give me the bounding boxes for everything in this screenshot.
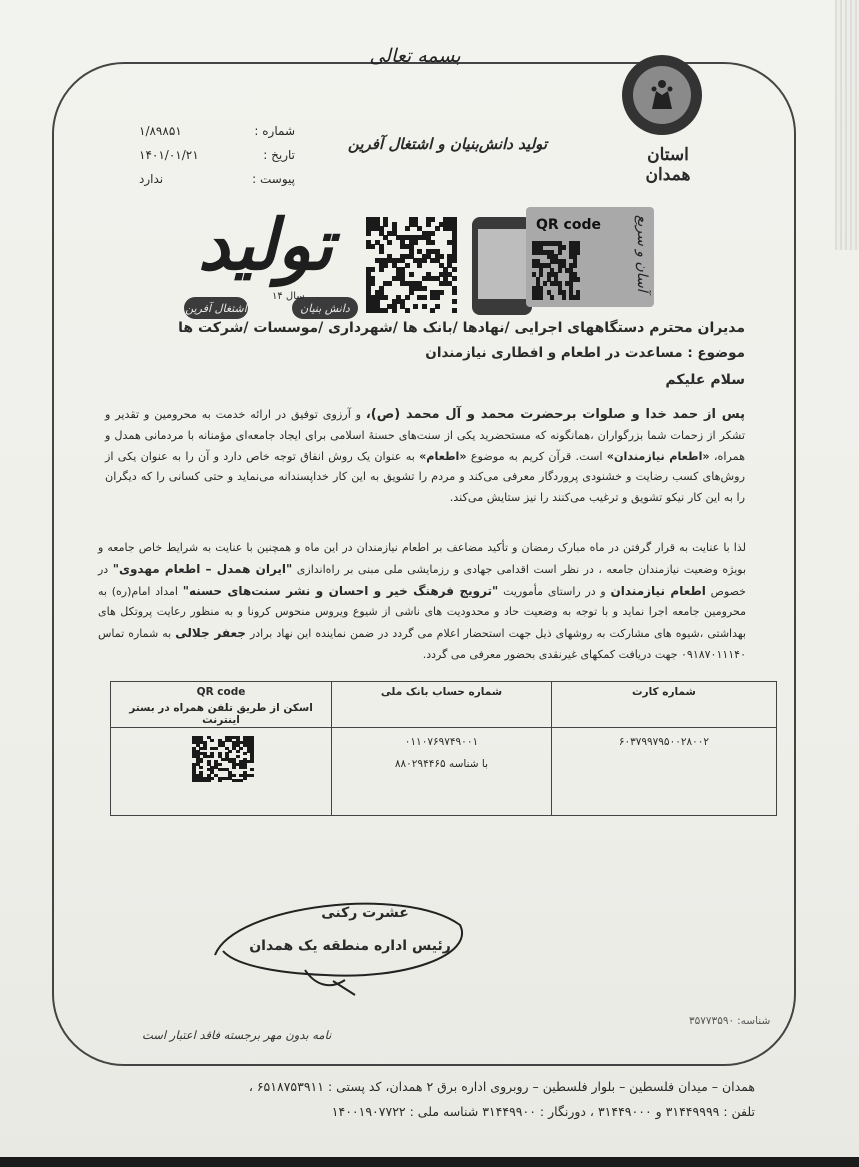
campaign-name: "ایران همدل – اطعام مهدوی" xyxy=(112,561,293,576)
paragraph-2-text: لذا با عنایت به قرار گرفتن در ماه مبارک رمضان و تأکید مضاعف بر اطعام نیازمندان در این ماه و همچنین با عنایت به شرایط خاص جامعه و بویژه وضعیت نیازمندان جامعه ، در نظر است اقدامی جهادی و رزمایشی ملی مبنی بر راه‌اندازی xyxy=(98,541,747,576)
qr-module xyxy=(539,295,543,300)
qr-module xyxy=(417,263,422,268)
greeting: سلام علیکم xyxy=(665,372,745,388)
paragraph-1-lead: پس از حمد خدا و صلوات برحضرت محمد و آل محمد (ص)، xyxy=(365,407,745,422)
qr-module xyxy=(210,739,214,742)
phone-line: تلفن : ۳۱۴۴۹۹۹۹ و ۳۱۴۴۹۰۰۰ ، دورنگار : ۳۱۴۴۹۹۰۰ شناسه ملی : ۱۴۰۰۱۹۰۷۷۲۲ xyxy=(331,1104,755,1119)
paragraph-2-bold-b: اطعام نیازمندان xyxy=(610,583,706,598)
province-name: استان همدان xyxy=(645,145,691,185)
qr-cell xyxy=(111,728,332,816)
qr-header-title: QR code xyxy=(196,686,246,698)
qr-module xyxy=(387,240,392,245)
paragraph-1 xyxy=(105,405,745,509)
banner-qr-title: QR code xyxy=(536,217,601,233)
paragraph-2 xyxy=(98,538,746,666)
qr-module xyxy=(383,308,388,313)
qr-module xyxy=(422,295,427,300)
qr-module xyxy=(435,304,440,309)
qr-module xyxy=(405,295,410,300)
meta-value: ۱۴۰۱/۰۱/۲۱ xyxy=(139,148,199,162)
subject-line: موضوع : مساعدت در اطعام و افطاری نیازمندان xyxy=(425,345,745,361)
organization-emblem-icon xyxy=(622,55,702,135)
meta-label: تاریخ : xyxy=(263,148,295,162)
qr-module xyxy=(576,277,580,282)
qr-module xyxy=(239,747,243,750)
letter-meta xyxy=(135,119,295,191)
meta-date xyxy=(135,143,295,167)
table-header-row xyxy=(111,682,777,728)
qr-module xyxy=(203,747,207,750)
card-column-header: شماره کارت xyxy=(551,682,776,728)
qr-module xyxy=(236,755,240,758)
bismillah-heading: بسمه تعالی xyxy=(369,45,461,67)
qr-module xyxy=(435,295,440,300)
phone-icon xyxy=(472,217,532,315)
account-number: ۰۱۱۰۷۶۹۷۴۹۰۰۱ xyxy=(404,736,479,748)
meta-attachment xyxy=(135,167,295,191)
qr-module xyxy=(409,290,414,295)
qr-column-header xyxy=(111,682,332,728)
qr-module xyxy=(422,286,427,291)
table-row xyxy=(111,728,777,816)
footer-address xyxy=(175,1074,755,1124)
qr-module xyxy=(558,268,562,273)
banner-small-qr-icon xyxy=(532,241,580,299)
qr-module xyxy=(370,267,375,272)
meta-number xyxy=(135,119,295,143)
qr-module xyxy=(405,226,410,231)
donation-table xyxy=(110,681,777,816)
registration-number xyxy=(686,1015,770,1027)
meta-label: شماره : xyxy=(254,124,295,138)
qr-module xyxy=(413,240,418,245)
banner-title: تولید xyxy=(198,203,333,286)
qr-module xyxy=(452,308,457,313)
qr-module xyxy=(452,276,457,281)
qr-module xyxy=(558,250,562,255)
qr-module xyxy=(214,747,218,750)
paragraph-2-text-d: امداد امام(ره) به محرومین جامعه اجرا نماید و با توجه به وضعیت حاد و محدودیت های ناشی از شیوع ویروس منحوس کرونا و به منظور رعایت پروتکل های بهداشتی ،شیوه های مشارکت به روشهای ذیل جهت استحضار اعلام می گردد در ضمن نماینده این نهاد برادر xyxy=(98,584,746,641)
qr-module xyxy=(232,766,236,769)
addressee: مدیران محترم دستگاههای اجرایی /نهادها /بانک ها /شهرداری /موسسات /شرکت ها xyxy=(178,320,745,336)
qr-module xyxy=(199,766,203,769)
qr-module xyxy=(573,263,577,268)
paragraph-2-text-b: در خصوص xyxy=(98,562,746,598)
qr-module xyxy=(379,249,384,254)
scan-edge xyxy=(835,0,859,250)
representative-name: جعفر جلالی xyxy=(175,626,246,641)
validity-note: نامه بدون مهر برجسته فاقد اعتبار است xyxy=(142,1028,332,1042)
signer-title: رئیس اداره منطقه یک همدان xyxy=(249,938,451,954)
qr-module xyxy=(199,760,203,763)
qr-module xyxy=(387,281,392,286)
banner-qr-code-icon xyxy=(366,217,456,313)
signer-name: عشرت رکنی xyxy=(321,905,409,921)
qr-module xyxy=(370,244,375,249)
qr-module xyxy=(218,779,222,782)
qr-module xyxy=(452,258,457,263)
donation-qr-code-icon[interactable] xyxy=(192,736,254,782)
qr-module xyxy=(250,774,254,777)
banner-pill-2: اشتغال آفرین xyxy=(184,297,248,319)
qr-module xyxy=(210,777,214,780)
mission-name: "ترویج فرهنگ خیر و احسان و نشر سنت‌های حسنه" xyxy=(182,583,499,598)
qr-module xyxy=(576,250,580,255)
qr-module xyxy=(383,295,388,300)
qr-module xyxy=(366,231,371,236)
qr-module xyxy=(435,226,440,231)
qr-module xyxy=(383,222,388,227)
account-column-header: شماره حساب بانک ملی xyxy=(332,682,552,728)
qr-module xyxy=(243,752,247,755)
qr-module xyxy=(250,768,254,771)
paragraph-2-text-e: به شماره تماس ۰۹۱۸۷۰۱۱۱۴۰ جهت دریافت کمکهای غیرنقدی بحضور معرفی می گردد. xyxy=(98,627,746,661)
qr-module xyxy=(439,290,444,295)
paragraph-1-text: و آرزوی توفیق در ارائه خدمت به محرومین و تقدیر و تشکر از زحمات شما بزرگواران ،همانگونه که مستحضرید یکی از سنت‌های حسنهٔ اسلامی برای ایجاد جامعه‌ای مؤمنانه با مردمانی همدل و همراه، xyxy=(105,408,745,463)
qr-module xyxy=(210,755,214,758)
address-line: همدان – میدان فلسطین – بلوار فلسطین – روبروی اداره برق ۲ همدان، کد پستی : ۶۵۱۸۷۵۳۹۱۱ ، xyxy=(248,1079,755,1094)
card-cell xyxy=(551,728,776,816)
qr-module xyxy=(430,217,435,222)
qr-module xyxy=(218,763,222,766)
qr-module xyxy=(543,281,547,286)
campaign-banner xyxy=(180,205,662,335)
qr-module xyxy=(236,750,240,753)
banner-year: سال ۱۴ xyxy=(272,291,305,302)
qr-module xyxy=(405,263,410,268)
qr-module xyxy=(550,295,554,300)
qr-module xyxy=(409,272,414,277)
scan-bottom-edge xyxy=(0,1157,859,1167)
banner-pill-1: دانش بنیان xyxy=(292,297,358,319)
paragraph-1-bold: «اطعام نیازمندان» xyxy=(606,449,710,463)
qr-module xyxy=(452,290,457,295)
paragraph-1-text-2: است. قرآن کریم به موضوع xyxy=(466,449,607,463)
paragraph-1-bold-2: «اطعام» xyxy=(419,449,467,463)
qr-module xyxy=(232,774,236,777)
qr-module xyxy=(439,254,444,259)
qr-module xyxy=(430,240,435,245)
account-cell xyxy=(332,728,552,816)
qr-module xyxy=(243,766,247,769)
banner-quick-text: آسان و سریع xyxy=(634,215,650,292)
qr-module xyxy=(392,308,397,313)
qr-module xyxy=(413,304,418,309)
qr-module xyxy=(422,258,427,263)
qr-module xyxy=(207,779,211,782)
qr-module xyxy=(452,267,457,272)
qr-module xyxy=(422,304,427,309)
qr-module xyxy=(239,779,243,782)
meta-value: ۱/۸۹۸۵۱ xyxy=(139,124,182,138)
card-number: ۶۰۳۷۹۹۷۹۵۰۰۲۸۰۰۲ xyxy=(618,736,710,748)
qr-module xyxy=(452,299,457,304)
qr-module xyxy=(370,281,375,286)
qr-module xyxy=(243,777,247,780)
qr-module xyxy=(379,267,384,272)
qr-module xyxy=(576,295,580,300)
qr-module xyxy=(430,308,435,313)
qr-header-subtitle: اسکن از طریق تلفن همراه در بستر اینترنت xyxy=(129,702,313,726)
qr-module xyxy=(405,308,410,313)
meta-value: ندارد xyxy=(139,172,164,186)
qr-module xyxy=(562,295,566,300)
paragraph-2-text-c: و در راستای مأموریت xyxy=(498,584,611,598)
regnum-label: شناسه: xyxy=(737,1015,771,1027)
regnum-value: ۳۵۷۷۳۵۹۰ xyxy=(689,1015,735,1027)
family-emblem-icon xyxy=(642,75,682,115)
qr-module xyxy=(539,272,543,277)
qr-module xyxy=(430,231,435,236)
qr-module xyxy=(426,222,431,227)
shaba-id: با شناسه ۸۸۰۲۹۴۴۶۵ xyxy=(394,758,489,770)
qr-module xyxy=(383,263,388,268)
slogan: تولید دانش‌بنیان و اشتغال آفرین xyxy=(347,135,548,153)
qr-module xyxy=(228,750,232,753)
qr-module xyxy=(562,245,566,250)
paragraph-1-text-3: به عنوان یک روش انفاق توجه خاص دارد و آن را به عنوان یکی از روش‌های کسب رضایت و خشنودی پروردگار معرفی می‌کند و مردم را تشویق به این کار خداپسندانه می‌نماید و حتی کسانی را که دیگران را به این کار نیکو تشویق و ترغیب می‌کنند را نیز ستایش می‌کند. xyxy=(105,449,745,505)
qr-module xyxy=(250,760,254,763)
meta-label: پیوست : xyxy=(252,172,295,186)
